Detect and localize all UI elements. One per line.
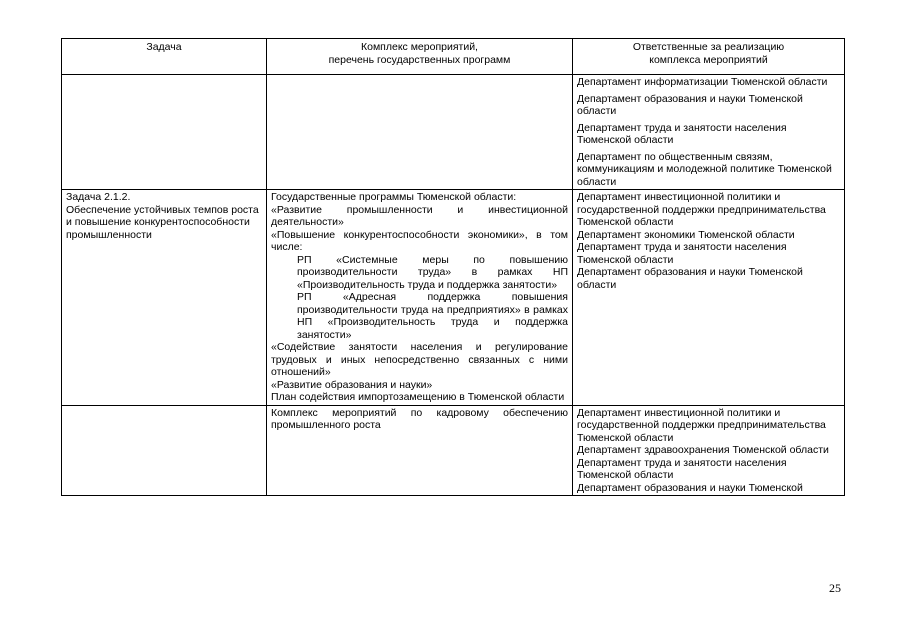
table-row (62, 75, 845, 190)
responsible-item: Департамент инвестиционной политики и государственной поддержки предпринимательства Тюменской области (577, 406, 826, 444)
header-task (62, 39, 267, 75)
task-cell (62, 190, 267, 406)
responsible-cell (573, 405, 845, 496)
task-cell-empty (62, 405, 267, 496)
responsible-item: Департамент труда и занятости населения Тюменской области (577, 456, 787, 481)
measures-table (61, 38, 845, 496)
program-item: «Содействие занятости населения и регулирование трудовых и иных непосредственно связанных с ними отношений» (271, 341, 568, 378)
responsible-item: Департамент образования и науки Тюменской (577, 481, 803, 494)
responsible-item: Департамент образования и науки Тюменской области (577, 266, 803, 291)
header-responsible-line1: Ответственные за реализацию (632, 41, 785, 53)
task-number: Задача 2.1.2. (66, 191, 131, 203)
measures-cell-empty (267, 75, 573, 190)
header-task-label: Задача (146, 41, 182, 53)
table-row (62, 405, 845, 496)
responsible-item: Департамент образования и науки Тюменской области (577, 92, 803, 117)
measures-cell (267, 405, 573, 496)
header-responsible (573, 39, 845, 75)
responsible-item: Департамент труда и занятости населения Тюменской области (577, 241, 787, 266)
plan-item: План содействия импортозамещению в Тюменской области (271, 391, 565, 403)
responsible-item: Департамент инвестиционной политики и государственной поддержки предпринимательства Тюменской области (577, 191, 826, 228)
responsible-item: Департамент по общественным связям, коммуникациям и молодежной политике Тюменской области (577, 150, 832, 188)
header-measures-line1: Комплекс мероприятий, (361, 41, 478, 53)
program-item: «Повышение конкурентоспособности экономики», в том числе: (271, 228, 568, 253)
responsible-item: Департамент здравоохранения Тюменской области (577, 444, 829, 456)
header-measures (267, 39, 573, 75)
header-measures-line2: перечень государственных программ (328, 53, 511, 66)
program-item: «Развитие промышленности и инвестиционной деятельности» (271, 203, 568, 228)
regional-project-item: РП «Системные меры по повышению производительности труда» в рамках НП «Производительность труда и поддержка занятости» (297, 253, 568, 291)
measures-item: Комплекс мероприятий по кадровому обеспечению промышленного роста (271, 406, 568, 431)
responsible-item: Департамент труда и занятости населения Тюменской области (577, 121, 787, 146)
responsible-cell (573, 75, 845, 190)
table-row (62, 190, 845, 406)
regional-project-item: РП «Адресная поддержка повышения производительности труда на предприятиях» в рамках НП «Производительность труда и поддержка занятости» (297, 291, 568, 341)
responsible-item: Департамент информатизации Тюменской области (577, 76, 828, 88)
measures-cell (267, 190, 573, 406)
responsible-item: Департамент экономики Тюменской области (577, 228, 795, 241)
page-number: 25 (829, 581, 841, 595)
programs-heading: Государственные программы Тюменской области: (271, 191, 517, 203)
header-responsible-line2: комплекса мероприятий (649, 53, 768, 66)
table-header-row (62, 39, 845, 75)
task-text: Обеспечение устойчивых темпов роста и повышение конкурентоспособности промышленности (66, 203, 259, 241)
task-cell-empty (62, 75, 267, 190)
responsible-cell (573, 190, 845, 406)
program-item: «Развитие образования и науки» (271, 378, 433, 391)
